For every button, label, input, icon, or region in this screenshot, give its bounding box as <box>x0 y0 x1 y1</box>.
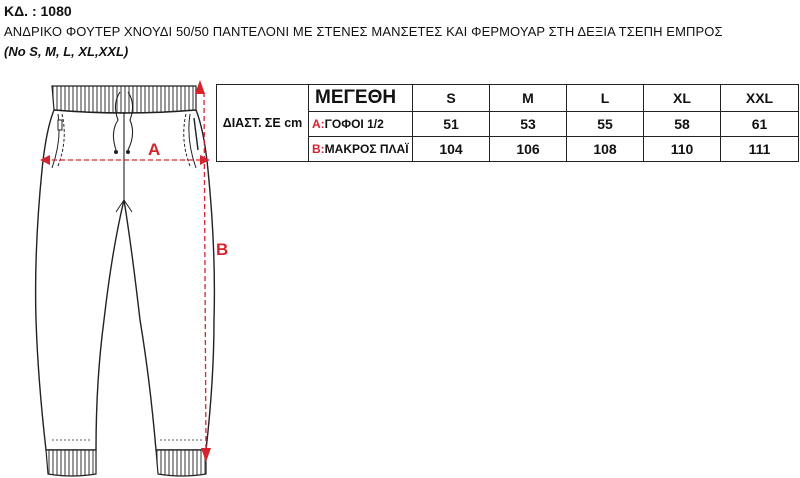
dimensions-label: ΔΙΑΣΤ. ΣΕ cm <box>217 85 309 162</box>
available-sizes-note: (No S, M, L, XL,XXL) <box>4 44 129 59</box>
right-cuff <box>156 450 206 476</box>
pants-outline <box>36 110 215 450</box>
left-cuff <box>46 450 96 476</box>
table-cell: 110 <box>644 137 721 162</box>
table-cell: 55 <box>567 112 644 137</box>
sizes-title: ΜΕΓΕΘΗ <box>309 85 413 112</box>
size-m: M <box>490 85 567 112</box>
table-cell: 51 <box>413 112 490 137</box>
size-chart-table <box>216 84 799 162</box>
table-cell: 104 <box>413 137 490 162</box>
label-b: B <box>216 240 229 259</box>
table-cell: 58 <box>644 112 721 137</box>
label-a: A <box>148 140 161 159</box>
table-cell: 106 <box>490 137 567 162</box>
table-cell: 111 <box>721 137 799 162</box>
waistband <box>52 86 196 113</box>
table-cell: 108 <box>567 137 644 162</box>
table-cell: 61 <box>721 112 799 137</box>
size-s: S <box>413 85 490 112</box>
product-code: ΚΔ. : 1080 <box>4 3 72 19</box>
size-xl: XL <box>644 85 721 112</box>
size-xxl: XXL <box>721 85 799 112</box>
product-description: ΑΝΔΡΙΚΟ ΦΟΥΤΕΡ ΧΝΟΥΔΙ 50/50 ΠΑΝΤΕΛΟΝΙ ΜΕ ΣΤΕΝΕΣ ΜΑΝΣΕΤΕΣ ΚΑΙ ΦΕΡΜΟΥΑΡ ΣΤΗ ΔΕΞΙΑ ΤΣΕΠΗ ΕΜΠΡΟΣ <box>4 24 723 39</box>
size-header-row <box>217 85 799 112</box>
table-cell: 53 <box>490 112 567 137</box>
row-label-side-length: B:ΜΑΚΡΟΣ ΠΛΑΪ <box>309 137 413 162</box>
size-l: L <box>567 85 644 112</box>
row-label-hips: A:ΓΟΦΟΙ 1/2 <box>309 112 413 137</box>
